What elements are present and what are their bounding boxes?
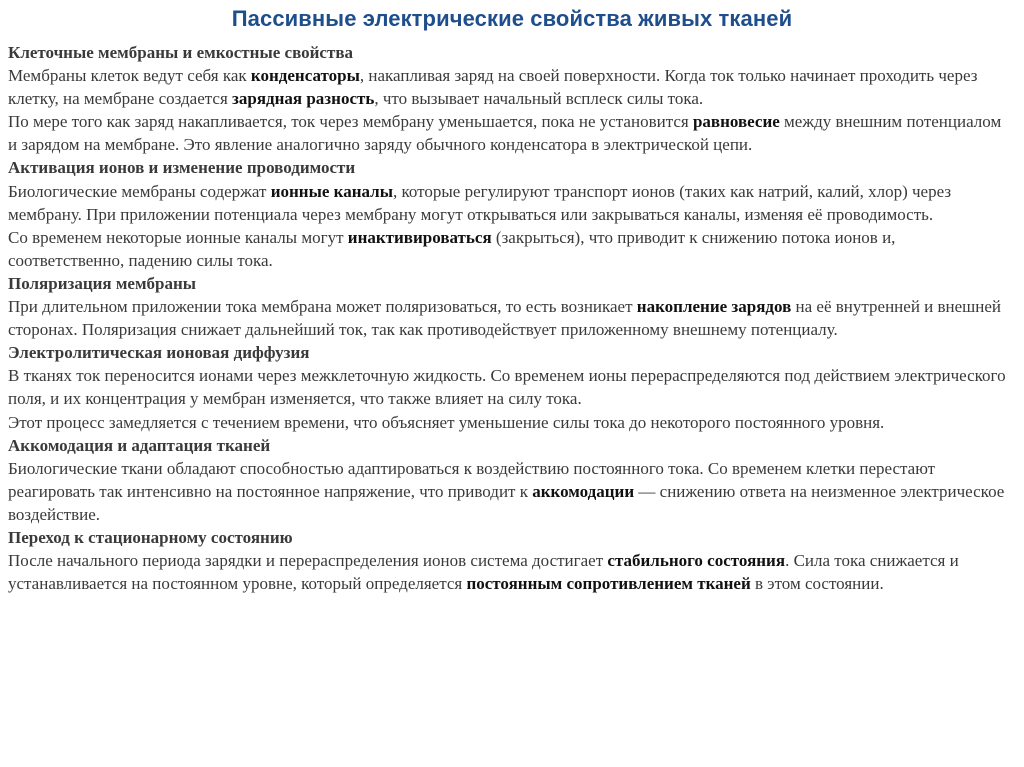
section-heading-ion-activation: Активация ионов и изменение проводимости xyxy=(8,158,356,178)
paragraph: По мере того как заряд накапливается, ток через мембрану уменьшается, пока не установится равновесие между внешним потенциалом и зарядом на мембране. Это явление аналогично заряду обычного конденсатора в электрической цепи. xyxy=(8,112,1002,155)
section-heading-steady-state: Переход к стационарному состоянию xyxy=(8,527,293,547)
paragraph: Этот процесс замедляется с течением времени, что объясняет уменьшение силы тока до некоторого постоянного уровня. xyxy=(8,412,885,432)
slide-body xyxy=(8,41,1008,595)
section-heading-polarization: Поляризация мембраны xyxy=(8,273,197,293)
paragraph: Биологические мембраны содержат ионные каналы, которые регулируют транспорт ионов (таких как натрий, калий, хлор) через мембрану. При приложении потенциала через мембрану могут открываться или закрываться каналы, изменяя её проводимость. xyxy=(8,181,952,224)
page-title: Пассивные электрические свойства живых тканей xyxy=(231,6,793,31)
paragraph: В тканях ток переносится ионами через межклеточную жидкость. Со временем ионы перераспределяются под действием электрического поля, и их концентрация у мембран изменяется, что также влияет на силу тока. xyxy=(8,366,1006,409)
section-heading-membranes: Клеточные мембраны и емкостные свойства xyxy=(8,43,354,62)
section-heading-ion-diffusion: Электролитическая ионовая диффузия xyxy=(8,343,310,363)
paragraph: Со временем некоторые ионные каналы могут инактивироваться (закрыться), что приводит к снижению потока ионов и, соответственно, падению силы тока. xyxy=(8,227,896,270)
paragraph: При длительном приложении тока мембрана может поляризоваться, то есть возникает накопление зарядов на её внутренней и внешней сторонах. Поляризация снижает дальнейший ток, так как противодействует приложенному внешнему потенциалу. xyxy=(8,297,1002,340)
paragraph: Биологические ткани обладают способностью адаптироваться к воздействию постоянного тока. Со временем клетки перестают реагировать так интенсивно на постоянное напряжение, что приводит к аккомодации — снижению ответа на неизменное электрическое воздействие. xyxy=(8,458,1005,524)
section-heading-accommodation: Аккомодация и адаптация тканей xyxy=(8,435,271,455)
paragraph: Мембраны клеток ведут себя как конденсаторы, накапливая заряд на своей поверхности. Когда ток только начинает проходить через клетку, на мембране создается зарядная разность, что вызывает начальный всплеск силы тока. xyxy=(8,66,978,109)
paragraph: После начального периода зарядки и перераспределения ионов система достигает стабильного состояния. Сила тока снижается и устанавливается на постоянном уровне, который определяется постоянным сопротивлением тканей в этом состоянии. xyxy=(8,551,959,594)
